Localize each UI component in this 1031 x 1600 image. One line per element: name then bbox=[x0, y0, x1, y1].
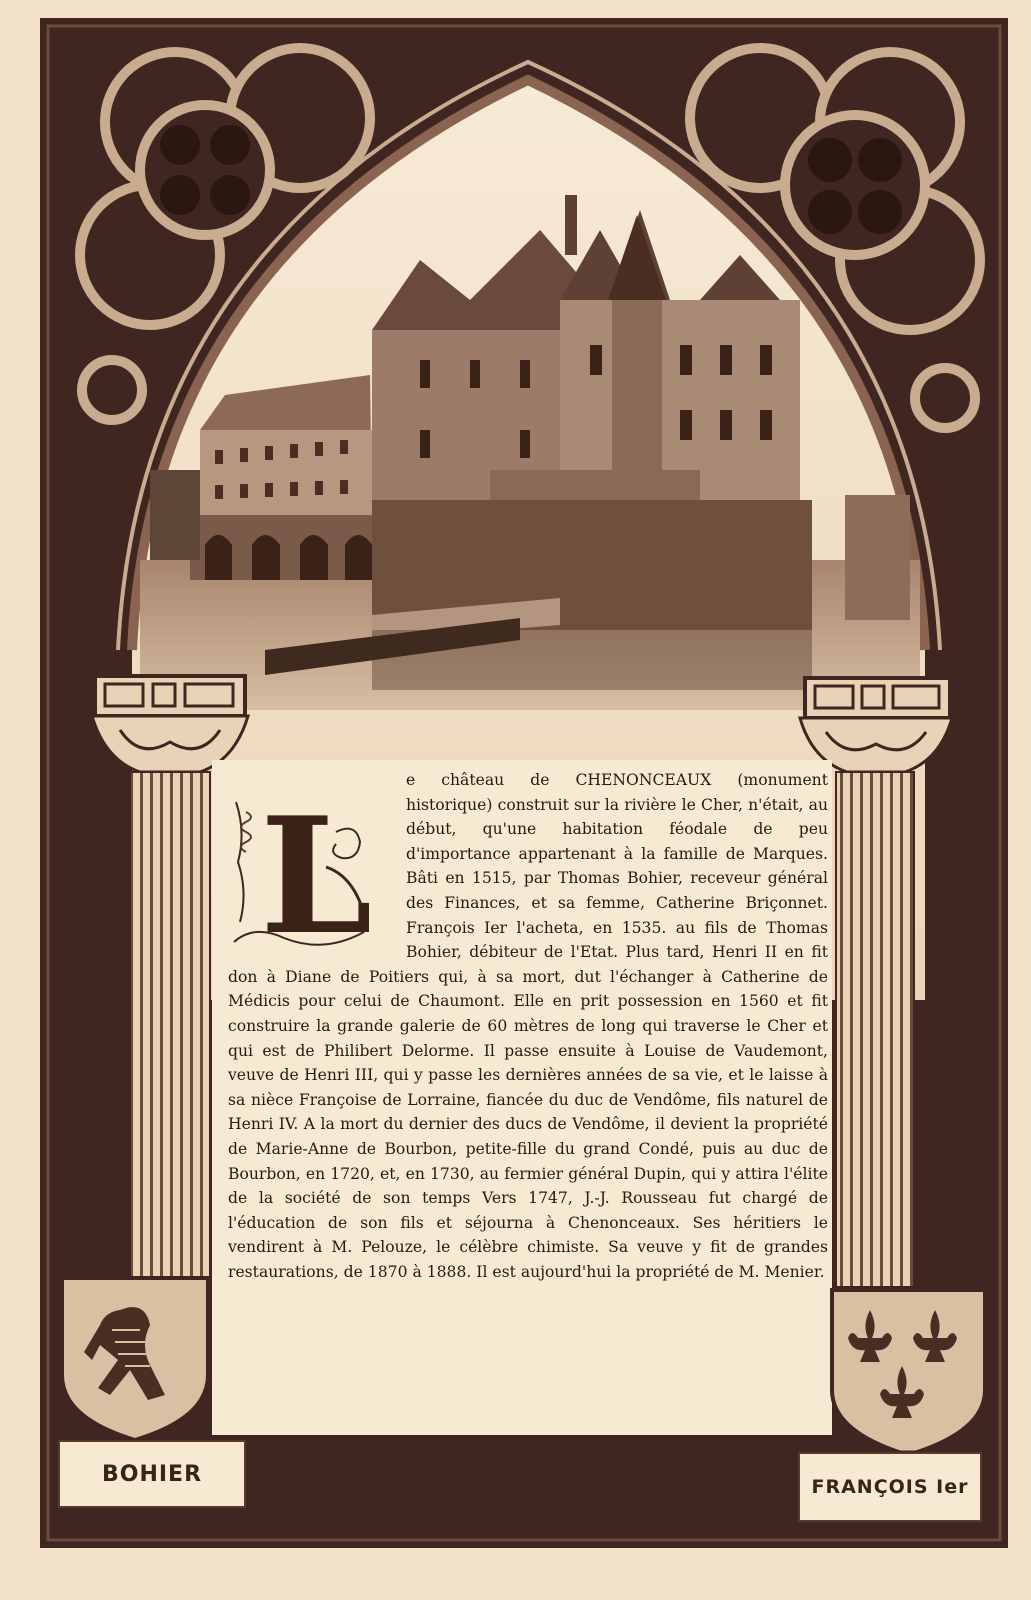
francois-label: FRANÇOIS Ier bbox=[798, 1452, 982, 1522]
dropcap-letter: L bbox=[260, 782, 373, 956]
fleur-de-lis-icon bbox=[832, 1290, 985, 1455]
history-paragraph: e château de CHENONCEAUX (monument historique) construit sur la rivière le Cher, n'était, au début, qu'une habitation féodale de peu d'importance appartenant à la famille de Marques. Bâti en 1515, par Thomas Bohier, receveur général des Finances, et sa femme, Catherine Briçonnet. François Ier l'acheta, en 1535. au fils de Thomas Bohier, débiteur de l'Etat. Plus tard, Henri II en fit don à Diane de Poitiers qui, à sa mort, dut l'échanger à Catherine de Médicis pour celui de Chaumont. Elle en prit possession en 1560 et fit construire la grande galerie de 60 mètres de long qui traverse le Cher et qui est de Philibert Delorme. Il passe ensuite à Louise de Vaudemont, veuve de Henri III, qui y passe les dernières années de sa vie, et le laisse à sa nièce Françoise de Lorraine, fiancée du duc de Vendôme, fils naturel de Henri IV. A la mort du dernier des ducs de Vendôme, il devient la propriété de Marie-Anne de Bourbon, petite-fille du grand Condé, puis au duc de Bourbon, en 1720, et, en 1730, au fermier général Dupin, qui y attira l'élite de la société de son temps Vers 1747, J.-J. Rousseau fut chargé de l'éducation de son fils et séjourna à Chenonceaux. Ses héritiers le vendirent à M. Pelouze, le célèbre chimiste. Sa veuve y fit de grandes restaurations, de 1870 à 1888. Il est aujourd'hui la propriété de M. Menier. bbox=[228, 771, 828, 1281]
bohier-label: BOHIER bbox=[58, 1440, 246, 1508]
illuminated-dropcap bbox=[226, 772, 394, 956]
lion-rampant-icon bbox=[62, 1278, 208, 1440]
dropcap-flourish-icon bbox=[226, 772, 394, 956]
history-text-panel bbox=[228, 768, 828, 1284]
